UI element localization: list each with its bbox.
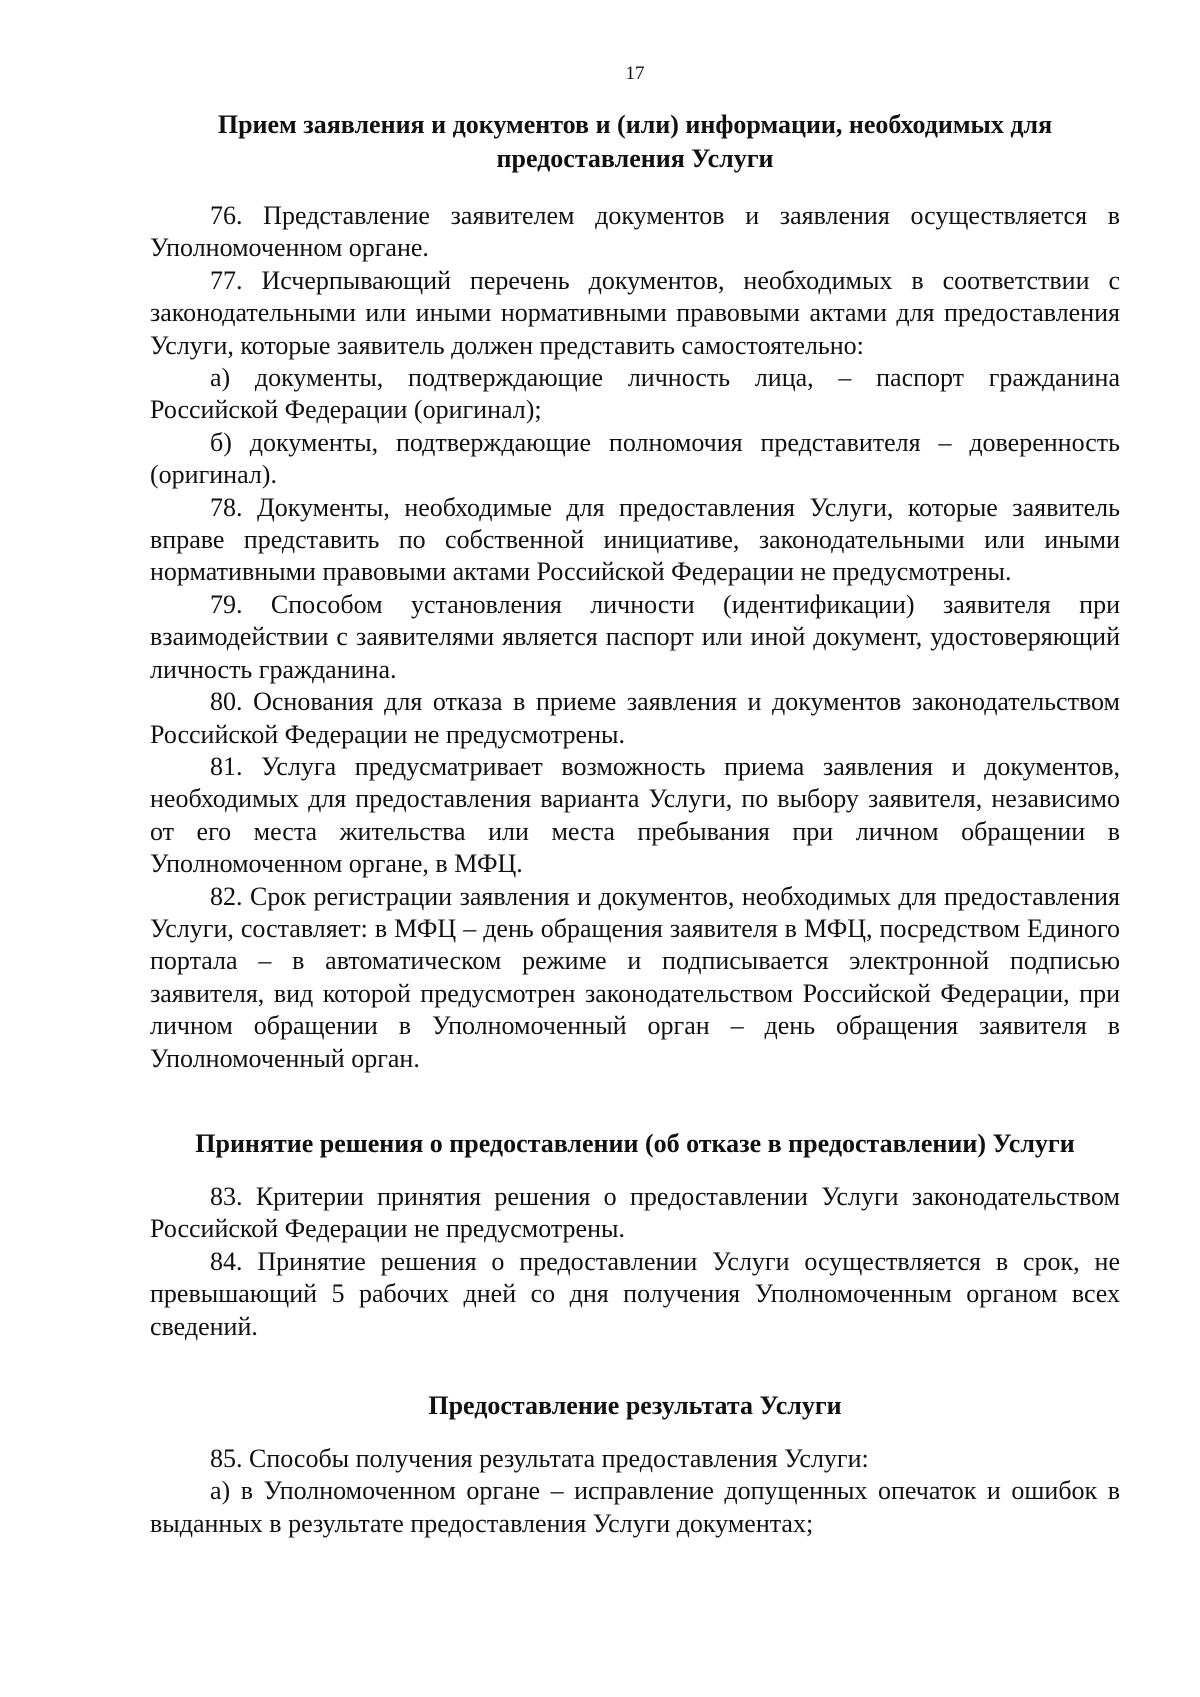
paragraph-77-item-b: б) документы, подтверждающие полномочия представителя – доверенность (оригинал). — [150, 427, 1120, 490]
paragraph-78: 78. Документы, необходимые для предоставления Услуги, которые заявитель вправе представить по собственной инициативе, законодательными или иными нормативными правовыми актами Российской Федерации не предусмотрены. — [150, 492, 1120, 587]
section-body-decision — [150, 1181, 1120, 1343]
paragraph-81: 81. Услуга предусматривает возможность приема заявления и документов, необходимых для предоставления варианта Услуги, по выбору заявителя, независимо от его места жительства или места пребывания при личном обращении в Уполномоченном органе, в МФЦ. — [150, 751, 1120, 879]
paragraph-79: 79. Способом установления личности (идентификации) заявителя при взаимодействии с заявителями является паспорт или иной документ, удостоверяющий личность гражданина. — [150, 589, 1120, 684]
paragraph-85-item-a: а) в Уполномоченном органе – исправление допущенных опечаток и ошибок в выданных в результате предоставления Услуги документах; — [150, 1476, 1120, 1538]
paragraph-85: 85. Способы получения результата предоставления Услуги: — [210, 1444, 869, 1473]
section-body-application-intake — [150, 200, 1120, 1075]
section-body-result — [150, 1443, 1120, 1540]
section-heading-decision: Принятие решения о предоставлении (об отказе в предоставлении) Услуги — [195, 1128, 1075, 1158]
paragraph-80: 80. Основания для отказа в приеме заявления и документов законодательством Российской Федерации не предусмотрены. — [150, 687, 1120, 749]
paragraph-83: 83. Критерии принятия решения о предоставлении Услуги законодательством Российской Федерации не предусмотрены. — [150, 1181, 1120, 1244]
document-page — [150, 62, 1120, 1540]
paragraph-77: 77. Исчерпывающий перечень документов, необходимых в соответствии с законодательными или иными нормативными правовыми актами для предоставления Услуги, которые заявитель должен представить самостоятельно: — [150, 265, 1120, 360]
section-heading-application-intake: Прием заявления и документов и (или) информации, необходимых для предоставления Услуги — [217, 110, 1053, 173]
paragraph-82: 82. Срок регистрации заявления и документов, необходимых для предоставления Услуги, составляет: в МФЦ – день обращения заявителя в МФЦ, посредством Единого портала – в автоматическом режиме и подписывается электронной подписью заявителя, вид которой предусмотрен законодательством Российской Федерации, при личном обращении в Уполномоченный орган – день обращения заявителя в Уполномоченный орган. — [150, 881, 1120, 1073]
page-number: 17 — [625, 63, 645, 84]
paragraph-77-item-a: а) документы, подтверждающие личность лица, – паспорт гражданина Российской Федерации (оригинал); — [150, 363, 1120, 425]
paragraph-84: 84. Принятие решения о предоставлении Услуги осуществляется в срок, не превышающий 5 рабочих дней со дня получения Уполномоченным органом всех сведений. — [150, 1246, 1120, 1341]
section-heading-result: Предоставление результата Услуги — [428, 1391, 842, 1420]
paragraph-76: 76. Представление заявителем документов и заявления осуществляется в Уполномоченном органе. — [150, 201, 1120, 263]
